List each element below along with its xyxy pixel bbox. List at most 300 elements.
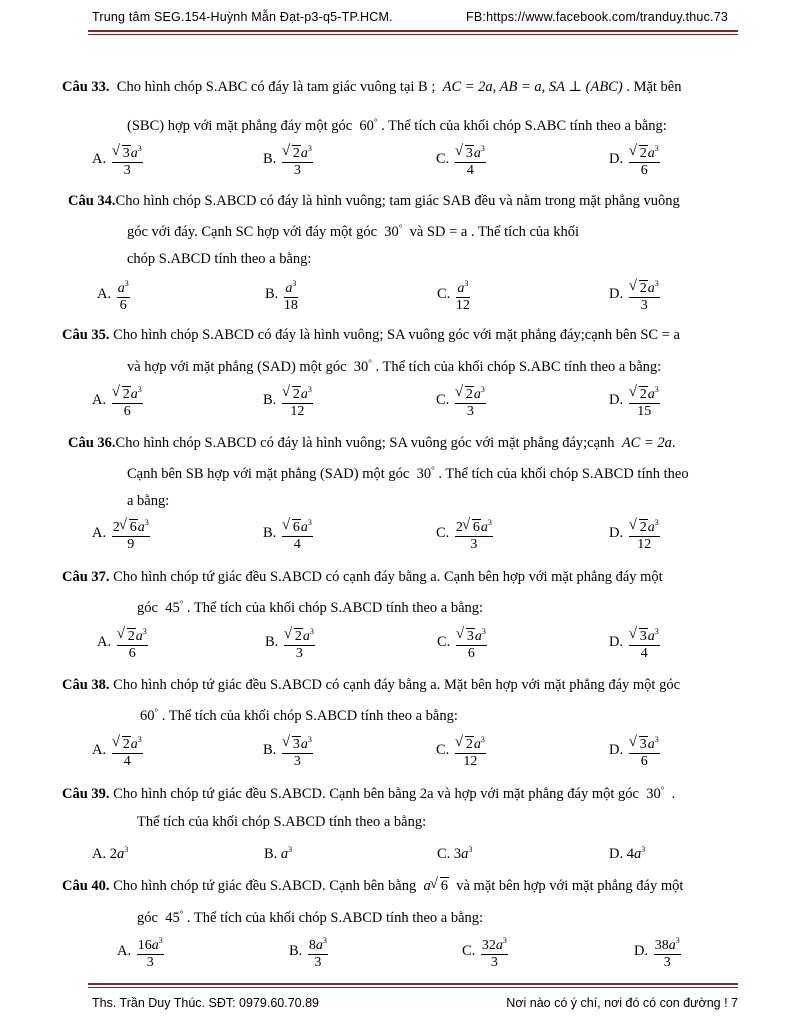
option-letter: A. bbox=[92, 524, 107, 541]
denominator: 12 bbox=[463, 754, 478, 769]
question-36-text-2: Cạnh bên SB hợp với mặt phẳng (SAD) một góc bbox=[127, 466, 410, 482]
sqrt bbox=[457, 628, 475, 645]
degree-sign: ° bbox=[179, 909, 184, 919]
option-b[interactable] bbox=[289, 932, 328, 971]
option-d[interactable] bbox=[609, 381, 660, 420]
radicand: 2 bbox=[639, 281, 647, 296]
numerator-value: 16 bbox=[137, 938, 152, 953]
variable-a: a bbox=[495, 938, 503, 953]
denominator: 6 bbox=[128, 646, 136, 661]
question-34-angle: 30 bbox=[384, 224, 399, 240]
numerator bbox=[456, 275, 470, 298]
option-letter: D. bbox=[609, 391, 624, 408]
option-a[interactable] bbox=[97, 275, 130, 314]
option-letter: A. bbox=[92, 741, 107, 758]
option-c[interactable] bbox=[436, 731, 486, 770]
denominator: 6 bbox=[640, 163, 648, 178]
exponent: 3 bbox=[487, 518, 492, 527]
denominator: 4 bbox=[293, 537, 301, 552]
question-35-label: Câu 35. bbox=[62, 327, 110, 343]
question-34-text-4: chóp S.ABCD tính theo a bằng: bbox=[127, 251, 312, 267]
question-33-text-3: . Thể tích của khối chóp S.ABC tính theo a bằng: bbox=[381, 118, 667, 134]
variable-a: a bbox=[135, 629, 143, 644]
denominator: 3 bbox=[314, 955, 322, 970]
denominator: 6 bbox=[640, 754, 648, 769]
variable-a: a bbox=[473, 387, 481, 402]
option-b[interactable] bbox=[265, 623, 315, 662]
option-letter: C. bbox=[436, 391, 450, 408]
question-40-text-2: và mặt bên hợp với mặt phẳng đáy một bbox=[456, 878, 684, 894]
denominator: 3 bbox=[295, 646, 303, 661]
fraction bbox=[455, 140, 486, 179]
radicand: 6 bbox=[472, 520, 480, 535]
option-letter: C. bbox=[437, 846, 451, 862]
option-a[interactable] bbox=[92, 514, 150, 553]
question-33-angle: 60 bbox=[359, 118, 374, 134]
numerator-value: 8 bbox=[308, 938, 316, 953]
question-36-line-1 bbox=[68, 435, 676, 452]
exponent: 3 bbox=[307, 735, 312, 744]
question-39-text-2: Thể tích của khối chóp S.ABCD tính theo a bằng: bbox=[137, 814, 427, 830]
variable-a: a bbox=[474, 629, 482, 644]
question-37-text-3: . Thể tích của khối chóp S.ABCD tính theo a bằng: bbox=[186, 600, 484, 616]
option-d[interactable] bbox=[609, 275, 660, 314]
radicand: 2 bbox=[122, 737, 130, 752]
variable-a: a bbox=[151, 938, 159, 953]
fraction bbox=[112, 140, 143, 179]
fraction bbox=[284, 623, 315, 662]
question-38-text: Cho hình chóp tứ giác đều S.ABCD có cạnh đáy bằng a. Mặt bên hợp với mặt phẳng đáy một góc bbox=[113, 677, 681, 693]
option-a[interactable] bbox=[117, 932, 164, 971]
question-36-angle: 30 bbox=[416, 466, 432, 482]
denominator: 3 bbox=[146, 955, 154, 970]
option-a[interactable] bbox=[92, 381, 143, 420]
question-34-text-3: và SD = a . Thể tích của khối bbox=[409, 224, 580, 240]
sqrt bbox=[630, 519, 648, 536]
question-40-line-1 bbox=[62, 878, 683, 895]
radicand: 3 bbox=[465, 146, 473, 161]
fraction bbox=[629, 381, 660, 420]
option-c[interactable] bbox=[436, 140, 486, 179]
question-39-text-end: . bbox=[671, 786, 676, 802]
fraction bbox=[456, 623, 487, 662]
numerator bbox=[112, 381, 143, 404]
question-38-line-2 bbox=[140, 707, 458, 725]
numerator-value: 32 bbox=[481, 938, 496, 953]
option-letter: A. bbox=[92, 846, 107, 862]
variable-a: a bbox=[130, 387, 138, 402]
numerator bbox=[629, 381, 660, 404]
numerator bbox=[629, 514, 660, 537]
denominator: 6 bbox=[119, 298, 127, 313]
numerator bbox=[481, 932, 508, 955]
exponent: 3 bbox=[288, 845, 293, 854]
radicand: 3 bbox=[466, 629, 474, 644]
variable-a: a bbox=[461, 846, 469, 862]
question-35-text: Cho hình chóp S.ABCD có đáy là hình vuông; SA vuông góc với mặt phẳng đáy;cạnh bên SC = a bbox=[113, 327, 680, 343]
numerator bbox=[455, 514, 493, 537]
variable-a: a bbox=[647, 629, 655, 644]
exponent: 3 bbox=[654, 735, 659, 744]
numerator-value: a bbox=[457, 281, 465, 296]
sqrt-6 bbox=[431, 878, 449, 895]
option-b[interactable] bbox=[263, 514, 313, 553]
sqrt bbox=[283, 519, 301, 536]
numerator bbox=[282, 381, 313, 404]
numerator bbox=[117, 623, 148, 646]
question-40-angle: 45 bbox=[165, 910, 180, 926]
variable-a: a bbox=[647, 737, 655, 752]
denominator: 4 bbox=[466, 163, 474, 178]
numerator-value: 38 bbox=[654, 938, 669, 953]
radicand: 2 bbox=[122, 387, 130, 402]
option-letter: C. bbox=[437, 285, 451, 302]
variable-a: a bbox=[130, 146, 138, 161]
variable-a: a bbox=[137, 520, 145, 535]
numerator bbox=[455, 731, 486, 754]
fraction bbox=[629, 140, 660, 179]
numerator bbox=[117, 275, 130, 298]
page-header bbox=[92, 8, 732, 28]
question-33-text-2: (SBC) hợp với mặt phẳng đáy một góc bbox=[127, 118, 353, 134]
variable-a: a bbox=[668, 938, 676, 953]
exponent: 3 bbox=[137, 735, 142, 744]
question-35-text-2: và hợp với mặt phẳng (SAD) một góc bbox=[127, 359, 347, 375]
fraction bbox=[282, 514, 313, 553]
question-33-math: AC = 2a, AB = a, SA ⊥ (ABC) bbox=[442, 79, 623, 95]
sqrt bbox=[120, 519, 138, 536]
fraction bbox=[629, 514, 660, 553]
option-letter: B. bbox=[263, 741, 277, 758]
option-letter: A. bbox=[92, 391, 107, 408]
sqrt bbox=[630, 628, 648, 645]
radicand: 3 bbox=[639, 629, 647, 644]
exponent: 3 bbox=[675, 936, 680, 945]
variable-a: a bbox=[302, 629, 310, 644]
exponent: 3 bbox=[480, 735, 485, 744]
question-33-text-end: . Mặt bên bbox=[626, 79, 682, 95]
question-34-line-3 bbox=[127, 251, 311, 268]
sqrt bbox=[283, 386, 301, 403]
fraction bbox=[112, 381, 143, 420]
fraction bbox=[629, 623, 660, 662]
fraction bbox=[455, 381, 486, 420]
coefficient: 2 bbox=[112, 520, 120, 535]
fraction bbox=[282, 731, 313, 770]
exponent: 3 bbox=[144, 518, 149, 527]
numerator bbox=[282, 731, 313, 754]
denominator: 3 bbox=[470, 537, 478, 552]
header-center-name: Trung tâm SEG.154-Huỳnh Mẫn Đạt-p3-q5-TP.HCM. bbox=[92, 10, 393, 24]
fraction bbox=[284, 275, 298, 314]
option-letter: D. bbox=[609, 524, 624, 541]
option-letter: A. bbox=[97, 633, 112, 650]
option-d[interactable] bbox=[609, 514, 660, 553]
exponent: 3 bbox=[654, 385, 659, 394]
coefficient: 2 bbox=[109, 846, 117, 862]
option-letter: A. bbox=[97, 285, 112, 302]
numerator bbox=[112, 731, 143, 754]
question-38-line-1 bbox=[62, 677, 680, 694]
numerator bbox=[282, 514, 313, 537]
exponent: 3 bbox=[307, 385, 312, 394]
option-a[interactable] bbox=[92, 845, 128, 863]
radicand: 2 bbox=[292, 146, 300, 161]
question-36-text-4: a bằng: bbox=[127, 493, 170, 509]
coefficient: 3 bbox=[453, 846, 462, 862]
option-c[interactable] bbox=[437, 845, 472, 863]
denominator: 3 bbox=[640, 298, 648, 313]
numerator bbox=[455, 381, 486, 404]
option-c[interactable] bbox=[437, 275, 470, 314]
degree-sign: ° bbox=[373, 117, 378, 127]
question-40-line-2 bbox=[137, 909, 483, 927]
variable-a: a bbox=[300, 737, 308, 752]
question-39-angle: 30 bbox=[646, 786, 661, 802]
option-b[interactable] bbox=[263, 140, 313, 179]
question-34-text: Cho hình chóp S.ABCD có đáy là hình vuông; tam giác SAB đều và nằm trong mặt phẳng vuông bbox=[115, 193, 680, 209]
option-letter: D. bbox=[609, 633, 624, 650]
sqrt bbox=[630, 280, 648, 297]
fraction bbox=[455, 514, 493, 553]
variable-a: a bbox=[647, 146, 655, 161]
numerator bbox=[284, 623, 315, 646]
numerator bbox=[455, 140, 486, 163]
question-37-line-2 bbox=[137, 599, 483, 617]
denominator: 4 bbox=[640, 646, 648, 661]
question-36-text-3: . Thể tích của khối chóp S.ABCD tính theo bbox=[438, 466, 689, 482]
fraction bbox=[455, 731, 486, 770]
option-d[interactable] bbox=[609, 845, 645, 863]
option-letter: D. bbox=[609, 741, 624, 758]
denominator: 18 bbox=[283, 298, 298, 313]
radicand: 6 bbox=[440, 878, 448, 894]
option-b[interactable] bbox=[265, 275, 298, 314]
question-33-line-1 bbox=[62, 79, 681, 96]
question-35-angle: 30 bbox=[353, 359, 369, 375]
fraction bbox=[282, 381, 313, 420]
question-39-line-2 bbox=[137, 814, 426, 831]
option-a[interactable] bbox=[92, 731, 143, 770]
numerator bbox=[112, 514, 150, 537]
fraction bbox=[654, 932, 681, 971]
sqrt bbox=[456, 736, 474, 753]
exponent: 3 bbox=[124, 279, 129, 288]
numerator-value: a bbox=[117, 281, 125, 296]
question-36-label: Câu 36. bbox=[68, 435, 116, 451]
sqrt bbox=[456, 386, 474, 403]
radicand: 6 bbox=[129, 520, 137, 535]
variable-a: a bbox=[647, 520, 655, 535]
exponent: 3 bbox=[158, 936, 163, 945]
numerator bbox=[284, 275, 298, 298]
sqrt bbox=[456, 145, 474, 162]
exponent: 3 bbox=[480, 385, 485, 394]
option-a[interactable] bbox=[97, 623, 148, 662]
coefficient: 4 bbox=[626, 846, 634, 862]
fraction bbox=[629, 275, 660, 314]
radicand: 2 bbox=[639, 387, 647, 402]
option-c[interactable] bbox=[436, 381, 486, 420]
question-40-text-4: . Thể tích của khối chóp S.ABCD tính theo a bằng: bbox=[186, 910, 484, 926]
denominator: 3 bbox=[123, 163, 131, 178]
exponent: 3 bbox=[481, 627, 486, 636]
question-37-text-2: góc bbox=[137, 600, 158, 616]
denominator: 12 bbox=[455, 298, 470, 313]
exponent: 3 bbox=[137, 385, 142, 394]
option-letter: B. bbox=[263, 391, 277, 408]
question-37-angle: 45 bbox=[165, 600, 180, 616]
sqrt bbox=[118, 628, 136, 645]
degree-sign: ° bbox=[431, 465, 435, 475]
numerator bbox=[629, 731, 660, 754]
numerator-value: a bbox=[285, 281, 293, 296]
question-38-text-2: . Thể tích của khối chóp S.ABCD tính theo a bằng: bbox=[161, 708, 458, 724]
option-c[interactable] bbox=[436, 514, 493, 553]
numerator bbox=[629, 623, 660, 646]
denominator: 3 bbox=[293, 754, 301, 769]
question-40-text: Cho hình chóp tứ giác đều S.ABCD. Cạnh bên bằng bbox=[113, 878, 417, 894]
question-37-text: Cho hình chóp tứ giác đều S.ABCD có cạnh đáy bằng a. Cạnh bên hợp với mặt phẳng đáy một bbox=[113, 569, 663, 585]
option-a[interactable] bbox=[92, 140, 143, 179]
question-38-label: Câu 38. bbox=[62, 677, 110, 693]
fraction bbox=[137, 932, 164, 971]
numerator bbox=[629, 275, 660, 298]
denominator: 3 bbox=[293, 163, 301, 178]
option-b[interactable] bbox=[263, 731, 313, 770]
fraction bbox=[117, 275, 130, 314]
fraction bbox=[282, 140, 313, 179]
header-facebook-link[interactable]: FB:https://www.facebook.com/tranduy.thuc.73 bbox=[466, 10, 728, 24]
denominator: 3 bbox=[490, 955, 498, 970]
denominator: 9 bbox=[127, 537, 135, 552]
exponent: 3 bbox=[502, 936, 507, 945]
question-33-text: Cho hình chóp S.ABC có đáy là tam giác vuông tại B ; bbox=[116, 79, 436, 95]
question-39-line-1 bbox=[62, 785, 675, 803]
variable-a: a bbox=[633, 846, 642, 862]
option-d[interactable] bbox=[609, 731, 660, 770]
question-34-label: Câu 34. bbox=[68, 193, 116, 209]
numerator bbox=[282, 140, 313, 163]
option-c[interactable] bbox=[462, 932, 508, 971]
sqrt bbox=[283, 736, 301, 753]
question-33-label: Câu 33. bbox=[62, 79, 110, 95]
option-letter: D. bbox=[609, 846, 624, 862]
option-letter: A. bbox=[117, 942, 132, 959]
option-letter: B. bbox=[265, 633, 279, 650]
option-letter: C. bbox=[436, 741, 450, 758]
fraction bbox=[481, 932, 508, 971]
radicand: 2 bbox=[465, 387, 473, 402]
variable-a: a bbox=[647, 387, 655, 402]
question-34-line-1 bbox=[68, 193, 680, 210]
exponent: 3 bbox=[654, 518, 659, 527]
numerator bbox=[112, 140, 143, 163]
fraction bbox=[117, 623, 148, 662]
question-35-line-2 bbox=[127, 358, 661, 376]
exponent: 3 bbox=[464, 279, 469, 288]
sqrt bbox=[285, 628, 303, 645]
numerator bbox=[629, 140, 660, 163]
option-c[interactable] bbox=[437, 623, 487, 662]
variable-a: a bbox=[130, 737, 138, 752]
question-34-text-2: góc với đáy. Cạnh SC hợp với đáy một góc bbox=[127, 224, 378, 240]
question-36-line-3 bbox=[127, 493, 169, 510]
option-letter: B. bbox=[263, 150, 277, 167]
variable-a: a bbox=[300, 387, 308, 402]
variable-a: a bbox=[300, 146, 308, 161]
exponent: 3 bbox=[654, 627, 659, 636]
sqrt bbox=[113, 386, 131, 403]
question-34-line-2 bbox=[127, 223, 579, 241]
exponent: 3 bbox=[641, 845, 646, 854]
question-36-math: AC = 2a bbox=[621, 435, 672, 451]
header-rule bbox=[88, 30, 738, 32]
header-rule-thin bbox=[88, 34, 738, 35]
variable-a: a bbox=[423, 878, 431, 894]
option-letter: B. bbox=[265, 285, 279, 302]
variable-a: a bbox=[315, 938, 323, 953]
denominator: 3 bbox=[466, 404, 474, 419]
denominator: 4 bbox=[123, 754, 131, 769]
exponent: 3 bbox=[307, 144, 312, 153]
exponent: 3 bbox=[292, 279, 297, 288]
footer-rule bbox=[88, 983, 738, 985]
question-40-text-3: góc bbox=[137, 910, 158, 926]
footer-motto-page: Nơi nào có ý chí, nơi đó có con đường ! 7 bbox=[506, 996, 738, 1010]
coefficient: 2 bbox=[455, 520, 463, 535]
exponent: 3 bbox=[309, 627, 314, 636]
fraction bbox=[112, 731, 143, 770]
option-b[interactable] bbox=[263, 381, 313, 420]
numerator bbox=[308, 932, 328, 955]
sqrt bbox=[630, 736, 648, 753]
variable-a: a bbox=[473, 146, 481, 161]
question-35-text-3: . Thể tích của khối chóp S.ABC tính theo a bằng: bbox=[375, 359, 662, 375]
option-b[interactable] bbox=[264, 845, 292, 863]
variable-a: a bbox=[647, 281, 655, 296]
radicand: 2 bbox=[465, 737, 473, 752]
option-letter: B. bbox=[264, 846, 278, 862]
exponent: 3 bbox=[480, 144, 485, 153]
question-37-label: Câu 37. bbox=[62, 569, 110, 585]
question-36-text-end: . bbox=[671, 435, 676, 451]
footer-author: Ths. Trần Duy Thúc. SĐT: 0979.60.70.89 bbox=[92, 996, 319, 1010]
fraction bbox=[456, 275, 470, 314]
denominator: 12 bbox=[637, 537, 652, 552]
exponent: 3 bbox=[322, 936, 327, 945]
option-letter: D. bbox=[634, 942, 649, 959]
option-letter: C. bbox=[437, 633, 451, 650]
page-footer bbox=[92, 996, 738, 1016]
option-letter: C. bbox=[436, 150, 450, 167]
denominator: 6 bbox=[467, 646, 475, 661]
radicand: 3 bbox=[292, 737, 300, 752]
numerator bbox=[456, 623, 487, 646]
option-letter: D. bbox=[609, 285, 624, 302]
option-d[interactable] bbox=[634, 932, 681, 971]
variable-a: a bbox=[473, 737, 481, 752]
question-40-label: Câu 40. bbox=[62, 878, 110, 894]
exponent: 3 bbox=[654, 144, 659, 153]
option-letter: B. bbox=[289, 942, 303, 959]
question-36-line-2 bbox=[127, 465, 689, 483]
option-d[interactable] bbox=[609, 623, 660, 662]
fraction bbox=[112, 514, 150, 553]
option-d[interactable] bbox=[609, 140, 660, 179]
sqrt bbox=[113, 736, 131, 753]
degree-sign: ° bbox=[179, 599, 184, 609]
